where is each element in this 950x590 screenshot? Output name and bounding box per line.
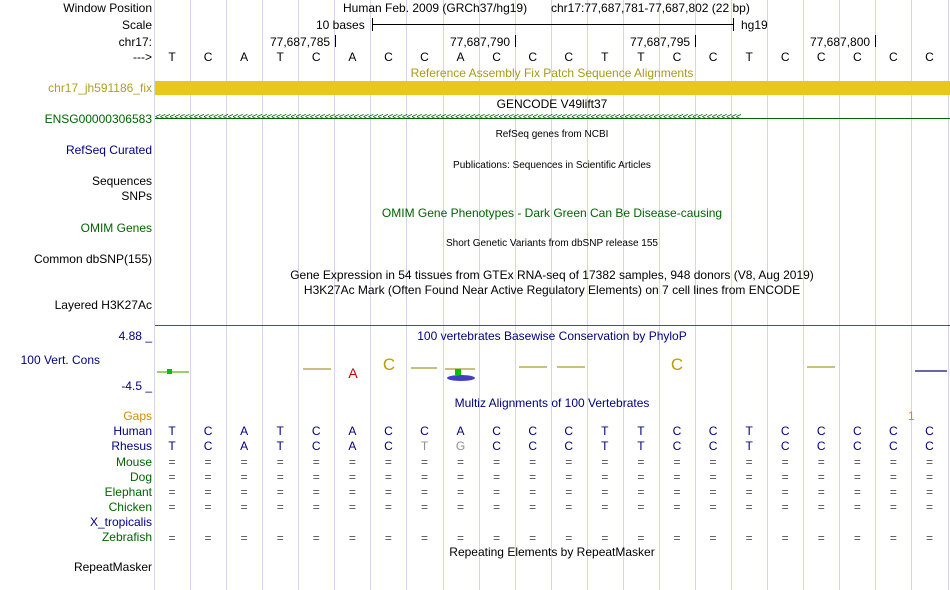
alignment-match-mark: =	[817, 485, 825, 499]
alignment-match-mark: =	[565, 531, 573, 545]
base-letter: T	[168, 439, 176, 453]
alignment-match-mark: =	[529, 470, 537, 484]
chrom-label: chr17:	[118, 35, 152, 49]
base-letter: C	[889, 50, 898, 64]
base-letter: C	[708, 50, 718, 64]
alignment-match-mark: =	[709, 500, 717, 514]
alignment-match-mark: =	[420, 485, 428, 499]
species-mouse-label[interactable]: Mouse	[115, 455, 152, 469]
alignment-match-mark: =	[168, 500, 176, 514]
sequences-label[interactable]: Sequences	[91, 174, 152, 188]
alignment-match-mark: =	[420, 500, 428, 514]
omim-genes-label[interactable]: OMIM Genes	[80, 221, 152, 235]
base-letter: T	[601, 50, 609, 64]
alignment-match-mark: =	[457, 500, 465, 514]
alignment-match-mark: =	[240, 470, 248, 484]
alignment-match-mark: =	[745, 455, 753, 469]
alignment-match-mark: =	[745, 485, 753, 499]
coord-label-4: 77,687,800	[810, 35, 871, 49]
alignment-match-mark: =	[276, 455, 284, 469]
alignment-match-mark: =	[925, 485, 933, 499]
alignment-match-mark: =	[601, 470, 609, 484]
base-letter: C	[889, 439, 898, 453]
species-xtropicalis-label[interactable]: X_tropicalis	[89, 515, 152, 529]
cons-mark-4c	[447, 375, 475, 381]
base-letter: C	[708, 439, 718, 453]
alignment-match-mark: =	[384, 500, 392, 514]
alignment-match-mark: =	[493, 485, 501, 499]
species-zebrafish-label[interactable]: Zebrafish	[101, 530, 152, 544]
base-letter: T	[637, 50, 645, 64]
base-letter: C	[708, 424, 718, 438]
cons-letter-a: A	[348, 365, 358, 381]
coord-label-3: 77,687,795	[630, 35, 691, 49]
base-letter: C	[672, 424, 682, 438]
phylop-title: 100 vertebrates Basewise Conservation by PhyloP	[417, 329, 687, 343]
alignment-match-mark: =	[493, 531, 501, 545]
alignment-match-mark: =	[889, 470, 897, 484]
alignment-match-mark: =	[673, 500, 681, 514]
alignment-match-mark: =	[745, 500, 753, 514]
alignment-match-mark: =	[673, 455, 681, 469]
gencode-title: GENCODE V49lift37	[496, 97, 608, 111]
strand-label: --->	[133, 50, 152, 64]
base-letter: C	[384, 424, 393, 438]
coord-tick-2	[515, 35, 516, 47]
alignment-match-mark: =	[889, 531, 897, 545]
alignment-match-mark: =	[853, 485, 861, 499]
scale-label: Scale	[121, 18, 152, 32]
base-letter: T	[637, 424, 645, 438]
alignment-match-mark: =	[276, 531, 284, 545]
gtex-title: Gene Expression in 54 tissues from GTEx RNA-seq of 17382 samples, 948 donors (V8, Aug 2019)	[290, 268, 814, 282]
base-letter: T	[637, 439, 645, 453]
coord-label-1: 77,687,785	[270, 35, 331, 49]
alignment-match-mark: =	[925, 455, 933, 469]
alignment-match-mark: =	[637, 455, 645, 469]
base-letter: C	[564, 50, 574, 64]
alignment-match-mark: =	[168, 470, 176, 484]
alignment-match-mark: =	[312, 531, 320, 545]
alignment-match-mark: =	[168, 455, 176, 469]
base-letter: C	[528, 439, 538, 453]
alignment-match-mark: =	[781, 470, 789, 484]
alignment-match-mark: =	[240, 485, 248, 499]
base-letter: T	[276, 424, 284, 438]
alignment-match-mark: =	[457, 485, 465, 499]
track-labels-panel	[0, 0, 154, 590]
base-letter: A	[348, 50, 357, 64]
alignment-match-mark: =	[637, 531, 645, 545]
alignment-match-mark: =	[709, 455, 717, 469]
base-letter: C	[384, 50, 393, 64]
base-letter: T	[168, 50, 176, 64]
base-letter: C	[780, 424, 790, 438]
base-letter: C	[816, 50, 826, 64]
alignment-match-mark: =	[925, 470, 933, 484]
base-letter: C	[420, 424, 429, 438]
cons-mark-1	[157, 371, 189, 373]
base-letter: T	[745, 439, 753, 453]
window-position-text: chr17:77,687,781-77,687,802 (22 bp)	[551, 1, 750, 15]
scale-bar-right-tick	[733, 18, 734, 31]
species-dog-label[interactable]: Dog	[129, 470, 152, 484]
base-letter: T	[276, 439, 284, 453]
alignment-match-mark: =	[529, 485, 537, 499]
refseq-title: RefSeq genes from NCBI	[495, 129, 609, 140]
base-letter: A	[348, 439, 357, 453]
scale-text: 10 bases	[316, 18, 365, 32]
base-letter: C	[889, 424, 898, 438]
alignment-match-mark: =	[709, 470, 717, 484]
species-elephant-label[interactable]: Elephant	[104, 485, 152, 499]
alignment-match-mark: =	[565, 470, 573, 484]
alignment-match-mark: =	[348, 455, 356, 469]
alignment-match-mark: =	[853, 470, 861, 484]
base-letter: C	[492, 50, 501, 64]
repeatmasker-title: Repeating Elements by RepeatMasker	[449, 545, 655, 559]
h3k27ac-baseline	[155, 325, 950, 326]
alignment-match-mark: =	[565, 455, 573, 469]
cons-mark-3	[411, 367, 437, 369]
alignment-match-mark: =	[240, 455, 248, 469]
alignment-match-mark: =	[420, 455, 428, 469]
cons-letter-c1: C	[382, 355, 396, 374]
alignment-match-mark: =	[312, 455, 320, 469]
gaps-label[interactable]: Gaps	[123, 409, 152, 423]
refseq-curated-label[interactable]: RefSeq Curated	[65, 143, 152, 157]
base-letter: C	[925, 439, 934, 453]
alignment-match-mark: =	[853, 531, 861, 545]
base-letter: T	[601, 439, 609, 453]
layered-h3k27ac-label[interactable]: Layered H3K27Ac	[54, 298, 152, 312]
scale-assembly: hg19	[741, 18, 768, 32]
alignment-match-mark: =	[384, 470, 392, 484]
alignment-match-mark: =	[384, 485, 392, 499]
base-letter: T	[601, 424, 609, 438]
cons-mark-1b	[167, 369, 172, 374]
snps-label[interactable]: SNPs	[121, 189, 152, 203]
base-letter: C	[203, 439, 213, 453]
cons-mark-6	[557, 366, 585, 368]
alignment-match-mark: =	[493, 470, 501, 484]
alignment-match-mark: =	[889, 485, 897, 499]
phylop-min-label: -4.5 _	[121, 379, 152, 393]
base-letter: G	[455, 439, 466, 453]
alignment-match-mark: =	[276, 500, 284, 514]
alignment-match-mark: =	[348, 470, 356, 484]
base-letter: A	[240, 439, 249, 453]
alignment-match-mark: =	[889, 455, 897, 469]
base-letter: C	[816, 424, 826, 438]
phylop-max-label: 4.88 _	[118, 329, 152, 343]
vert-cons-label[interactable]: 100 Vert. Cons	[20, 353, 100, 367]
alignment-match-mark: =	[637, 485, 645, 499]
alignment-match-mark: =	[781, 485, 789, 499]
base-letter: C	[311, 50, 321, 64]
alignment-match-mark: =	[781, 455, 789, 469]
alignment-match-mark: =	[312, 500, 320, 514]
alignment-match-mark: =	[601, 500, 609, 514]
alignment-match-mark: =	[204, 500, 212, 514]
alignment-match-mark: =	[420, 470, 428, 484]
alignment-match-mark: =	[709, 531, 717, 545]
alignment-match-mark: =	[168, 485, 176, 499]
cons-mark-5	[519, 366, 547, 368]
ensg-strand-chevrons: <<<<<<<<<<<<<<<<<<<<<<<<<<<<<<<<<<<<<<<<<<<<<<<<<<<<<<<<<<<<<<<<<<<<<<<<<<<<<<<<<<<<<<<<<<<<<<<<<<<<<<<<<<<<<<<<<<<<<<<<<	[155, 112, 741, 123]
alignment-match-mark: =	[240, 531, 248, 545]
alignment-match-mark: =	[312, 470, 320, 484]
alignment-match-mark: =	[673, 485, 681, 499]
dbsnp-title: Short Genetic Variants from dbSNP release 155	[446, 238, 658, 249]
base-letter: C	[492, 424, 501, 438]
alignment-match-mark: =	[817, 531, 825, 545]
alignment-match-mark: =	[168, 531, 176, 545]
cons-mark-4b	[455, 369, 461, 375]
alignment-match-mark: =	[240, 500, 248, 514]
alignment-match-mark: =	[889, 500, 897, 514]
alignment-match-mark: =	[601, 531, 609, 545]
base-letter: T	[420, 439, 429, 453]
base-letter: C	[852, 50, 862, 64]
alignment-match-mark: =	[384, 455, 392, 469]
base-letter: C	[925, 50, 934, 64]
cons-letter-c2: C	[670, 355, 684, 374]
track-image-panel[interactable]	[155, 0, 950, 590]
multiz-title: Multiz Alignments of 100 Vertebrates	[454, 396, 650, 410]
conservation-logo-graph[interactable]	[155, 350, 950, 390]
coord-tick-3	[695, 35, 696, 47]
species-human-label[interactable]: Human	[113, 424, 152, 438]
h3k27ac-title: H3K27Ac Mark (Often Found Near Active Regulatory Elements) on 7 cell lines from ENCODE	[303, 283, 801, 297]
base-letter: C	[528, 424, 538, 438]
base-letter: C	[925, 424, 934, 438]
base-letter: A	[456, 50, 465, 64]
cons-mark-2	[303, 368, 331, 370]
alignment-match-mark: =	[348, 500, 356, 514]
gap-marker: 1	[908, 409, 915, 423]
window-position-label: Window Position	[63, 1, 152, 15]
alignment-match-mark: =	[529, 455, 537, 469]
base-letter: C	[384, 439, 393, 453]
alignment-match-mark: =	[781, 500, 789, 514]
base-letter: C	[564, 424, 574, 438]
scale-bar	[372, 24, 733, 25]
alignment-match-mark: =	[709, 485, 717, 499]
alignment-match-mark: =	[493, 500, 501, 514]
coord-tick-1	[335, 35, 336, 47]
alignment-match-mark: =	[348, 531, 356, 545]
alignment-match-mark: =	[745, 470, 753, 484]
alignment-match-mark: =	[673, 531, 681, 545]
base-letter: C	[203, 424, 213, 438]
alignment-match-mark: =	[276, 485, 284, 499]
alignment-match-mark: =	[204, 485, 212, 499]
base-letter: C	[528, 50, 538, 64]
base-letter: C	[780, 439, 790, 453]
base-letter: C	[672, 50, 682, 64]
alignment-match-mark: =	[817, 470, 825, 484]
base-letter: C	[311, 424, 321, 438]
base-letter: A	[456, 424, 465, 438]
alignment-match-mark: =	[204, 531, 212, 545]
alignment-match-mark: =	[457, 455, 465, 469]
cons-mark-8	[915, 370, 947, 372]
alignment-match-mark: =	[637, 500, 645, 514]
base-letter: T	[276, 50, 284, 64]
alignment-match-mark: =	[925, 531, 933, 545]
base-letter: C	[311, 439, 321, 453]
alignment-match-mark: =	[276, 470, 284, 484]
alignment-match-mark: =	[529, 531, 537, 545]
alignment-match-mark: =	[204, 470, 212, 484]
fix-patch-label[interactable]: chr17_jh591186_fix	[48, 81, 152, 95]
alignment-match-mark: =	[529, 500, 537, 514]
alignment-match-mark: =	[312, 485, 320, 499]
coord-tick-4	[875, 35, 876, 47]
alignment-match-mark: =	[457, 470, 465, 484]
alignment-match-mark: =	[817, 500, 825, 514]
alignment-match-mark: =	[673, 470, 681, 484]
base-letter: C	[564, 439, 574, 453]
alignment-match-mark: =	[420, 531, 428, 545]
cons-mark-7	[807, 366, 835, 368]
base-letter: T	[168, 424, 176, 438]
alignment-match-mark: =	[565, 485, 573, 499]
species-chicken-label[interactable]: Chicken	[108, 500, 152, 514]
base-letter: C	[852, 439, 862, 453]
alignment-match-mark: =	[853, 455, 861, 469]
common-dbsnp-label[interactable]: Common dbSNP(155)	[33, 252, 152, 266]
base-letter: C	[816, 439, 826, 453]
base-letter: C	[852, 424, 862, 438]
species-rhesus-label[interactable]: Rhesus	[111, 439, 152, 453]
base-letter: A	[348, 424, 357, 438]
omim-title: OMIM Gene Phenotypes - Dark Green Can Be Disease-causing	[381, 206, 723, 220]
fix-patch-bar[interactable]	[155, 81, 950, 95]
alignment-match-mark: =	[925, 500, 933, 514]
base-letter: T	[745, 50, 753, 64]
assembly-title: Human Feb. 2009 (GRCh37/hg19)	[343, 1, 528, 15]
alignment-match-mark: =	[493, 455, 501, 469]
base-letter: C	[203, 50, 213, 64]
ensg-label[interactable]: ENSG00000306583	[44, 112, 152, 126]
alignment-match-mark: =	[601, 485, 609, 499]
alignment-match-mark: =	[457, 531, 465, 545]
base-letter: C	[672, 439, 682, 453]
alignment-match-mark: =	[781, 531, 789, 545]
base-letter: A	[240, 424, 249, 438]
base-letter: C	[420, 50, 429, 64]
alignment-match-mark: =	[745, 531, 753, 545]
base-letter: T	[745, 424, 753, 438]
publications-title: Publications: Sequences in Scientific Articles	[453, 160, 651, 171]
base-letter: A	[240, 50, 249, 64]
coord-label-2: 77,687,790	[450, 35, 511, 49]
alignment-match-mark: =	[565, 500, 573, 514]
alignment-match-mark: =	[817, 455, 825, 469]
repeatmasker-label[interactable]: RepeatMasker	[73, 560, 152, 574]
scale-bar-left-tick	[372, 18, 373, 31]
alignment-match-mark: =	[384, 531, 392, 545]
base-letter: C	[492, 439, 501, 453]
base-letter: C	[780, 50, 790, 64]
alignment-match-mark: =	[637, 470, 645, 484]
alignment-match-mark: =	[204, 455, 212, 469]
fix-patch-title: Reference Assembly Fix Patch Sequence Alignments	[410, 66, 694, 80]
alignment-match-mark: =	[348, 485, 356, 499]
alignment-match-mark: =	[853, 500, 861, 514]
alignment-match-mark: =	[601, 455, 609, 469]
